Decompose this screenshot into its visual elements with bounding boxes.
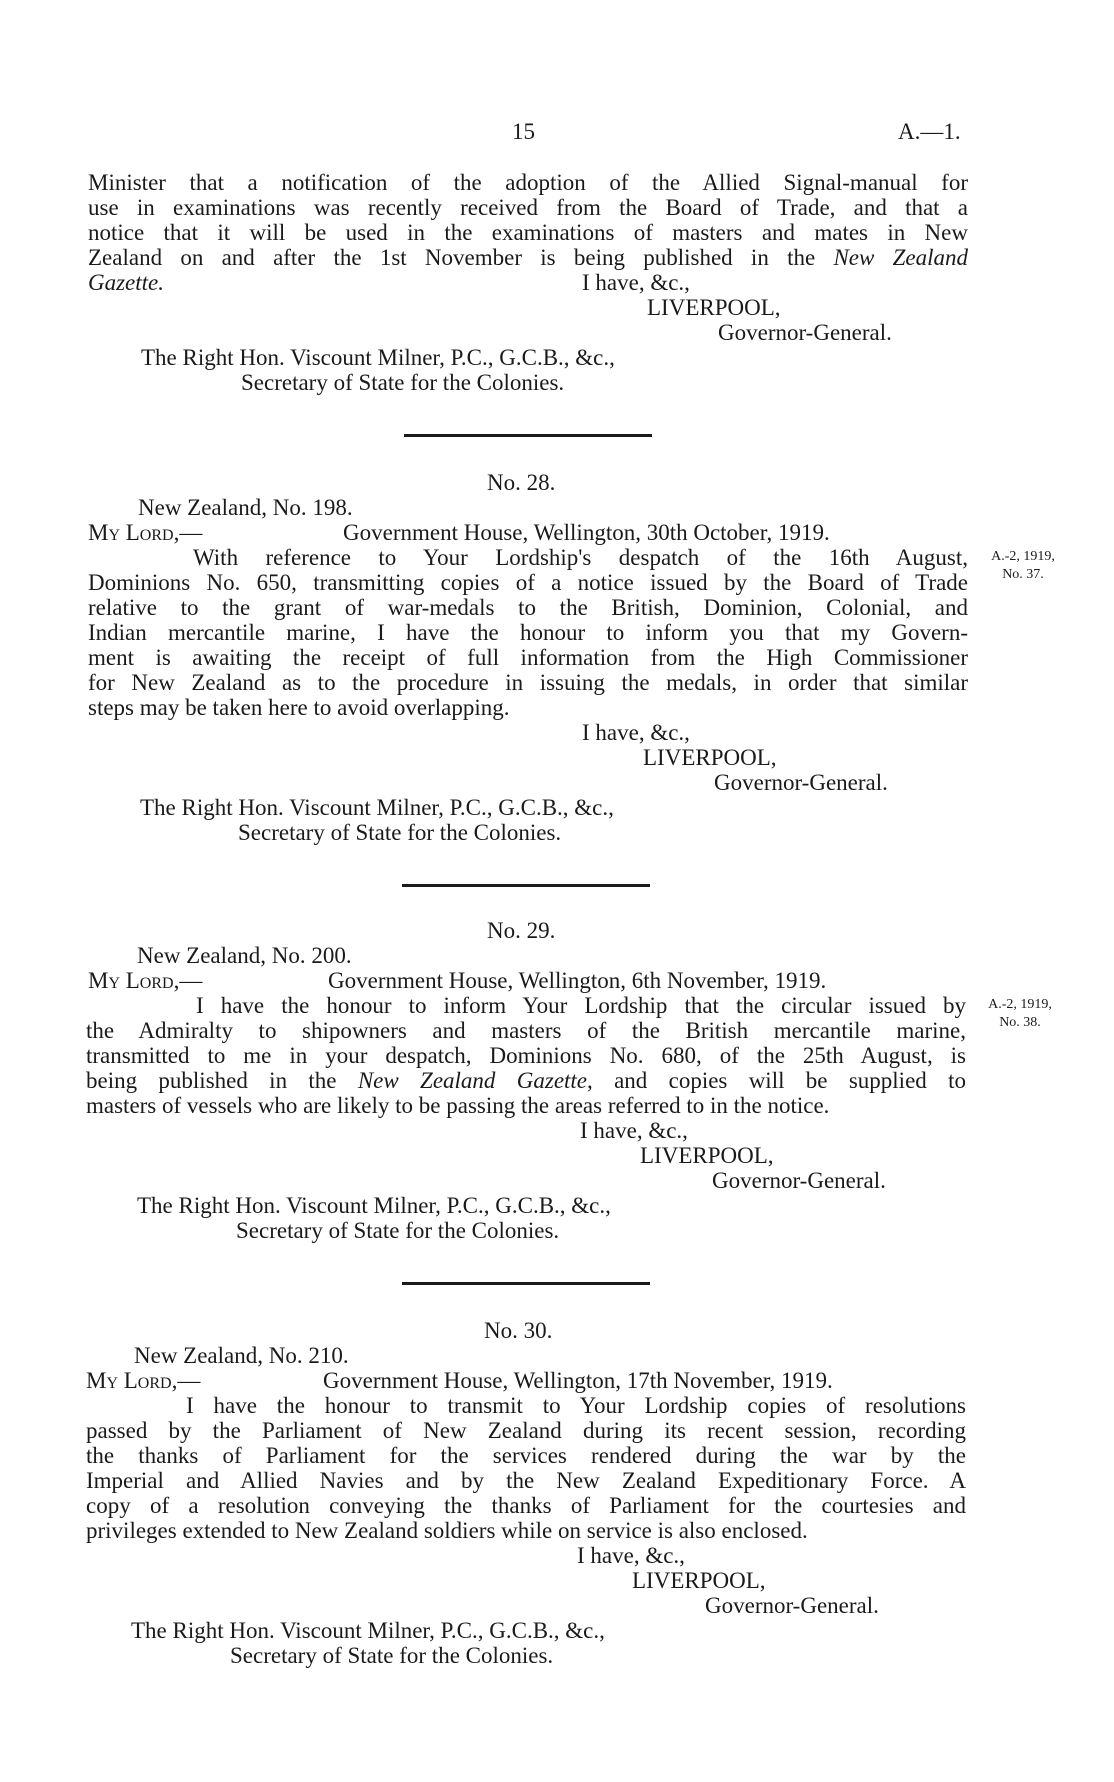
letter-body: [88, 545, 968, 720]
signature: LIVERPOOL,: [647, 295, 781, 320]
body-line: Imperial and Allied Navies and by the New Zealand Expeditionary Force. A: [86, 1468, 966, 1493]
letter-reference: New Zealand, No. 200.: [137, 943, 352, 968]
margin-reference: A.-2, 1919, No. 37.: [991, 549, 1055, 582]
italic-gazette: New Zealand Gazette: [357, 1068, 588, 1093]
body-line: masters of vessels who are likely to be passing the areas referred to in the notice.: [86, 1093, 830, 1118]
salutation: My Lord,—: [88, 968, 203, 993]
place-date: Government House, Wellington, 30th October, 1919.: [343, 520, 830, 545]
section-divider: [404, 434, 652, 437]
signature: LIVERPOOL,: [640, 1143, 774, 1168]
closing: I have, &c.,: [577, 1543, 685, 1568]
section-divider: [402, 884, 650, 887]
body-line: for New Zealand as to the procedure in issuing the medals, in order that similar: [88, 670, 968, 695]
body-line: Indian mercantile marine, I have the honour to inform you that my Govern-: [88, 620, 968, 645]
letter-reference: New Zealand, No. 198.: [138, 495, 353, 520]
addressee-line-1: The Right Hon. Viscount Milner, P.C., G.C.B., &c.,: [141, 345, 615, 370]
body-line: being published in the New Zealand Gazette, and copies will be supplied to: [86, 1068, 966, 1093]
letter-body: [86, 1393, 966, 1543]
addressee-line-1: The Right Hon. Viscount Milner, P.C., G.C.B., &c.,: [131, 1618, 605, 1643]
letter-body: [86, 993, 966, 1118]
intro-line: Minister that a notification of the adoption of the Allied Signal-manual for: [88, 170, 968, 195]
signature-title: Governor-General.: [712, 1168, 886, 1193]
document-reference: A.—1.: [898, 119, 961, 144]
body-line: transmitted to me in your despatch, Dominions No. 680, of the 25th August, is: [86, 1043, 966, 1068]
closing: I have, &c.,: [580, 1118, 688, 1143]
section-divider: [402, 1282, 650, 1285]
salutation: My Lord,—: [88, 520, 203, 545]
intro-line: notice that it will be used in the examinations of masters and mates in New: [88, 220, 968, 245]
letter-number: No. 28.: [487, 470, 556, 495]
salutation: My Lord,—: [86, 1368, 201, 1393]
addressee-line-1: The Right Hon. Viscount Milner, P.C., G.C.B., &c.,: [140, 795, 614, 820]
intro-line-text: Zealand on and after the 1st November is being published in the: [88, 245, 816, 270]
signature: LIVERPOOL,: [632, 1568, 766, 1593]
body-line: Dominions No. 650, transmitting copies of a notice issued by the Board of Trade: [88, 570, 968, 595]
addressee-line-2: Secretary of State for the Colonies.: [230, 1643, 554, 1668]
intro-line: use in examinations was recently received from the Board of Trade, and that a: [88, 195, 968, 220]
intro-paragraph: [88, 170, 968, 270]
body-line: privileges extended to New Zealand soldiers while on service is also enclosed.: [86, 1518, 808, 1543]
addressee-line-2: Secretary of State for the Colonies.: [241, 370, 565, 395]
addressee-line-2: Secretary of State for the Colonies.: [236, 1218, 560, 1243]
body-line: I have the honour to transmit to Your Lordship copies of resolutions: [186, 1393, 966, 1418]
signature-title: Governor-General.: [705, 1593, 879, 1618]
signature: LIVERPOOL,: [643, 745, 777, 770]
body-line: the thanks of Parliament for the services rendered during the war by the: [86, 1443, 966, 1468]
closing: I have, &c.,: [582, 270, 690, 295]
addressee-line-1: The Right Hon. Viscount Milner, P.C., G.C.B., &c.,: [137, 1193, 611, 1218]
body-line: copy of a resolution conveying the thanks of Parliament for the courtesies and: [86, 1493, 966, 1518]
letter-number: No. 30.: [484, 1318, 553, 1343]
margin-reference: A.-2, 1919, No. 38.: [988, 997, 1052, 1030]
body-line: ment is awaiting the receipt of full information from the High Commissioner: [88, 645, 968, 670]
page-number: 15: [512, 119, 535, 144]
intro-italic-gazette-2: Gazette.: [88, 270, 165, 295]
body-line: steps may be taken here to avoid overlapping.: [88, 695, 510, 720]
body-line: With reference to Your Lordship's despatch of the 16th August,: [193, 545, 968, 570]
intro-line: [88, 245, 968, 270]
intro-italic-gazette: New Zealand: [833, 245, 968, 270]
body-line: the Admiralty to shipowners and masters of the British mercantile marine,: [86, 1018, 966, 1043]
letter-number: No. 29.: [487, 918, 556, 943]
place-date: Government House, Wellington, 6th November, 1919.: [328, 968, 827, 993]
body-line: passed by the Parliament of New Zealand during its recent session, recording: [86, 1418, 966, 1443]
body-line: I have the honour to inform Your Lordship that the circular issued by: [196, 993, 966, 1018]
signature-title: Governor-General.: [714, 770, 888, 795]
signature-title: Governor-General.: [718, 320, 892, 345]
place-date: Government House, Wellington, 17th November, 1919.: [323, 1368, 833, 1393]
letter-reference: New Zealand, No. 210.: [134, 1343, 349, 1368]
addressee-line-2: Secretary of State for the Colonies.: [238, 820, 562, 845]
body-line: relative to the grant of war-medals to the British, Dominion, Colonial, and: [88, 595, 968, 620]
closing: I have, &c.,: [582, 720, 690, 745]
